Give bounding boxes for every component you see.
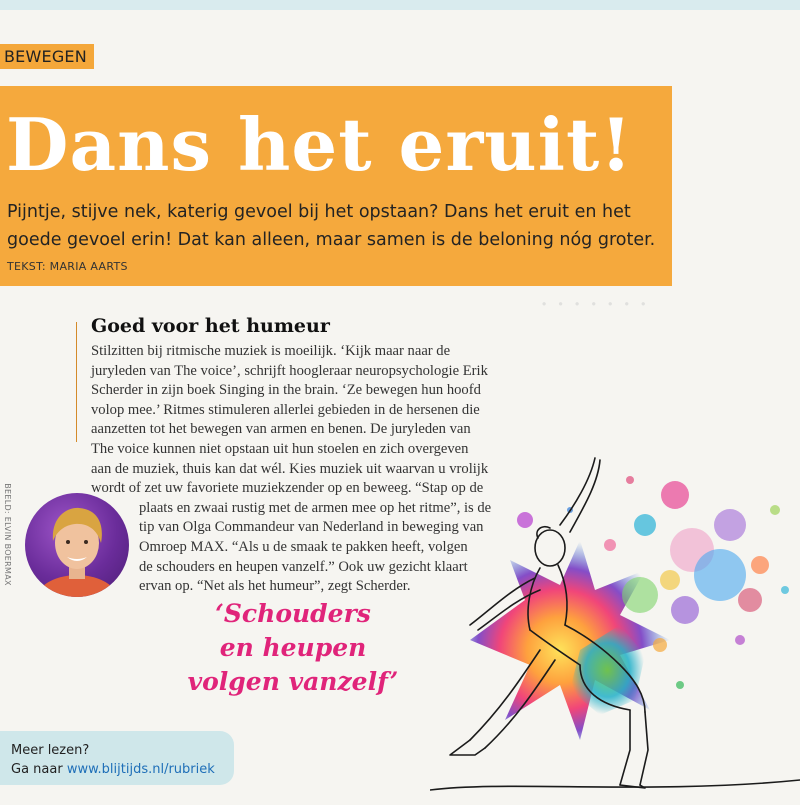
body-line: de schouders en heupen vanzelf.” Ook uw gezicht klaart xyxy=(139,558,468,575)
top-color-strip xyxy=(0,0,800,10)
portrait-photo xyxy=(25,493,129,597)
body-line: plaats en zwaai rustig met de armen mee op het ritme”, is de xyxy=(139,499,492,516)
body-line: Scherder in zijn boek Singing in the brain. ‘Ze bewegen hun hoofd xyxy=(91,382,481,399)
section-tag: BEWEGEN xyxy=(0,44,94,69)
more-info-heading: Meer lezen? xyxy=(11,743,90,758)
article-rule xyxy=(76,322,77,442)
body-line: Omroep MAX. “Als u de smaak te pakken heeft, volgen xyxy=(139,538,468,555)
more-info-link[interactable]: www.blijtijds.nl/rubriek xyxy=(66,762,215,777)
body-line: aan de muziek, thuis kan dat wél. Kies muziek uit waarvan u vrolijk xyxy=(91,460,489,477)
pull-quote-line: volgen vanzelf’ xyxy=(187,667,399,696)
intro-line: goede gevoel erin! Dat kan alleen, maar samen is de beloning nóg groter. xyxy=(7,230,656,250)
body-line: aanzetten tot het bewegen van armen en benen. De juryleden van xyxy=(91,421,471,438)
photo-credit: BEELD: ELVIN BOERMAX xyxy=(2,483,12,586)
body-line: The voice kunnen niet opstaan uit hun stoelen en zich overgeven xyxy=(91,440,469,457)
pull-quote xyxy=(168,597,418,699)
paint-splash-main xyxy=(470,540,670,740)
more-info-prefix: Ga naar xyxy=(11,762,67,777)
page-title: Dans het eruit! xyxy=(6,102,633,187)
body-line: Stilzitten bij ritmische muziek is moeilijk. ‘Kijk maar naar de xyxy=(91,343,451,359)
body-line: juryleden van The voice’, schrijft hoogleraar neuropsychologie Erik xyxy=(91,362,488,379)
author-credit: TEKST: MARIA AARTS xyxy=(7,260,128,273)
body-line: wordt of zet uw favoriete muziekzender op en beweeg. “Stap op de xyxy=(91,480,484,497)
bleed-through-text: · · · · · · · xyxy=(540,290,648,320)
pull-quote-line: ‘Schouders xyxy=(215,599,371,628)
intro-line: Pijntje, stijve nek, katerig gevoel bij het opstaan? Dans het eruit en het xyxy=(7,202,631,222)
body-line: tip van Olga Commandeur van Nederland in beweging van xyxy=(139,519,484,536)
portrait-illustration xyxy=(25,493,129,597)
more-info-text xyxy=(11,741,215,779)
article-subhead: Goed voor het humeur xyxy=(91,315,330,337)
body-line: volop mee.’ Ritmes stimuleren allerlei gebieden in de hersenen die xyxy=(91,401,480,418)
pull-quote-line: en heupen xyxy=(219,633,367,662)
intro-text xyxy=(7,198,667,254)
dancer-illustration xyxy=(430,450,800,805)
body-line: ervan op. “Net als het humeur”, zegt Scherder. xyxy=(139,578,411,595)
